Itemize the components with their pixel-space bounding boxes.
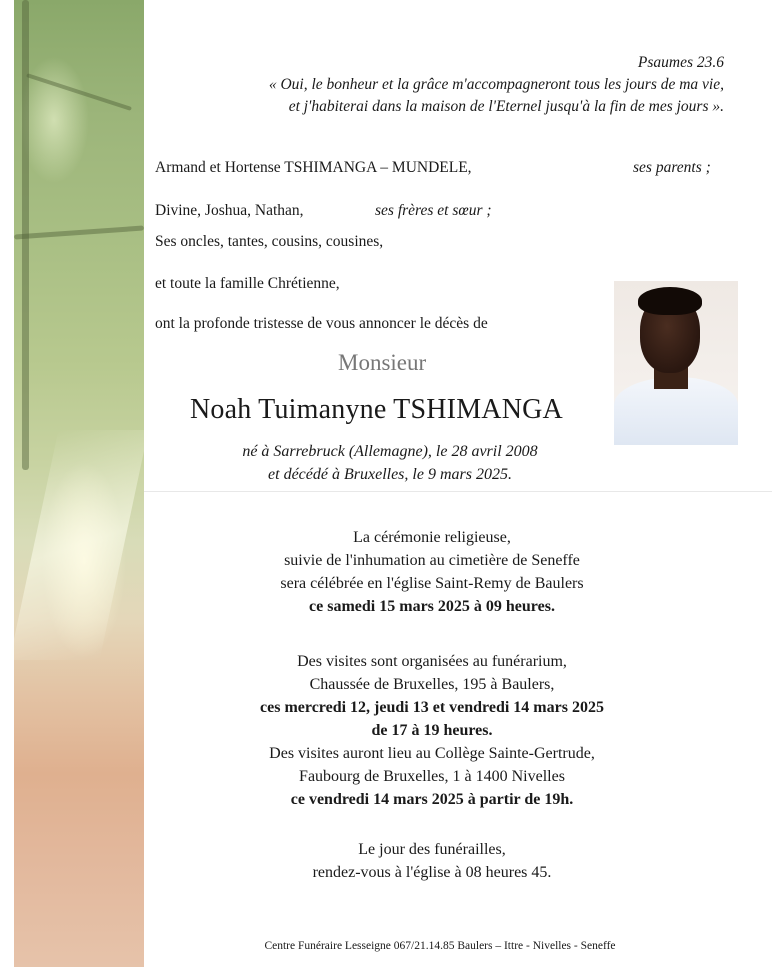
announcement-line: ont la profonde tristesse de vous annoncer le décès de bbox=[155, 315, 488, 332]
visits-line-1: Des visites sont organisées au funérarium, bbox=[297, 653, 567, 670]
visits-line-4: Faubourg de Bruxelles, 1 à 1400 Nivelles bbox=[299, 768, 565, 785]
ceremony-line-1: La cérémonie religieuse, bbox=[353, 529, 511, 546]
visits-line-2: Chaussée de Bruxelles, 195 à Baulers, bbox=[309, 676, 555, 693]
deceased-title: Monsieur bbox=[338, 350, 427, 375]
ceremony-line-2: suivie de l'inhumation au cimetière de Seneffe bbox=[284, 552, 580, 569]
visits-dates: ces mercredi 12, jeudi 13 et vendredi 14 mars 2025 bbox=[260, 699, 604, 716]
ceremony-date: ce samedi 15 mars 2025 à 09 heures. bbox=[309, 598, 555, 615]
relatives-line: Ses oncles, tantes, cousins, cousines, bbox=[155, 233, 384, 250]
visits-line-3: Des visites auront lieu au Collège Sainte-Gertrude, bbox=[269, 745, 595, 762]
ceremony-line-3: sera célébrée en l'église Saint-Remy de Baulers bbox=[280, 575, 584, 592]
psalm-line-1: « Oui, le bonheur et la grâce m'accompagneront tous les jours de ma vie, bbox=[268, 76, 724, 93]
funeral-day-line-2: rendez-vous à l'église à 08 heures 45. bbox=[312, 864, 552, 881]
funeral-home-footer: Centre Funéraire Lesseigne 067/21.14.85 Baulers – Ittre - Nivelles - Seneffe bbox=[264, 940, 616, 952]
psalm-reference: Psaumes 23.6 bbox=[637, 54, 724, 71]
church-family-line: et toute la famille Chrétienne, bbox=[155, 275, 340, 292]
death-line: et décédé à Bruxelles, le 9 mars 2025. bbox=[268, 466, 512, 483]
forest-path-image bbox=[14, 0, 144, 967]
birth-line: né à Sarrebruck (Allemagne), le 28 avril 2008 bbox=[242, 443, 538, 460]
siblings-names: Divine, Joshua, Nathan, bbox=[155, 202, 304, 219]
deceased-photo bbox=[614, 281, 738, 445]
psalm-line-2: et j'habiterai dans la maison de l'Eternel jusqu'à la fin de mes jours ». bbox=[288, 98, 724, 115]
visits-date-2: ce vendredi 14 mars 2025 à partir de 19h. bbox=[290, 791, 574, 808]
fold-line bbox=[144, 491, 772, 492]
deceased-name: Noah Tuimanyne TSHIMANGA bbox=[190, 394, 563, 425]
parents-role: ses parents ; bbox=[633, 159, 711, 176]
parents-names: Armand et Hortense TSHIMANGA – MUNDELE, bbox=[155, 159, 472, 176]
visits-hours: de 17 à 19 heures. bbox=[371, 722, 493, 739]
siblings-role: ses frères et sœur ; bbox=[375, 202, 492, 219]
funeral-day-line-1: Le jour des funérailles, bbox=[358, 841, 506, 858]
